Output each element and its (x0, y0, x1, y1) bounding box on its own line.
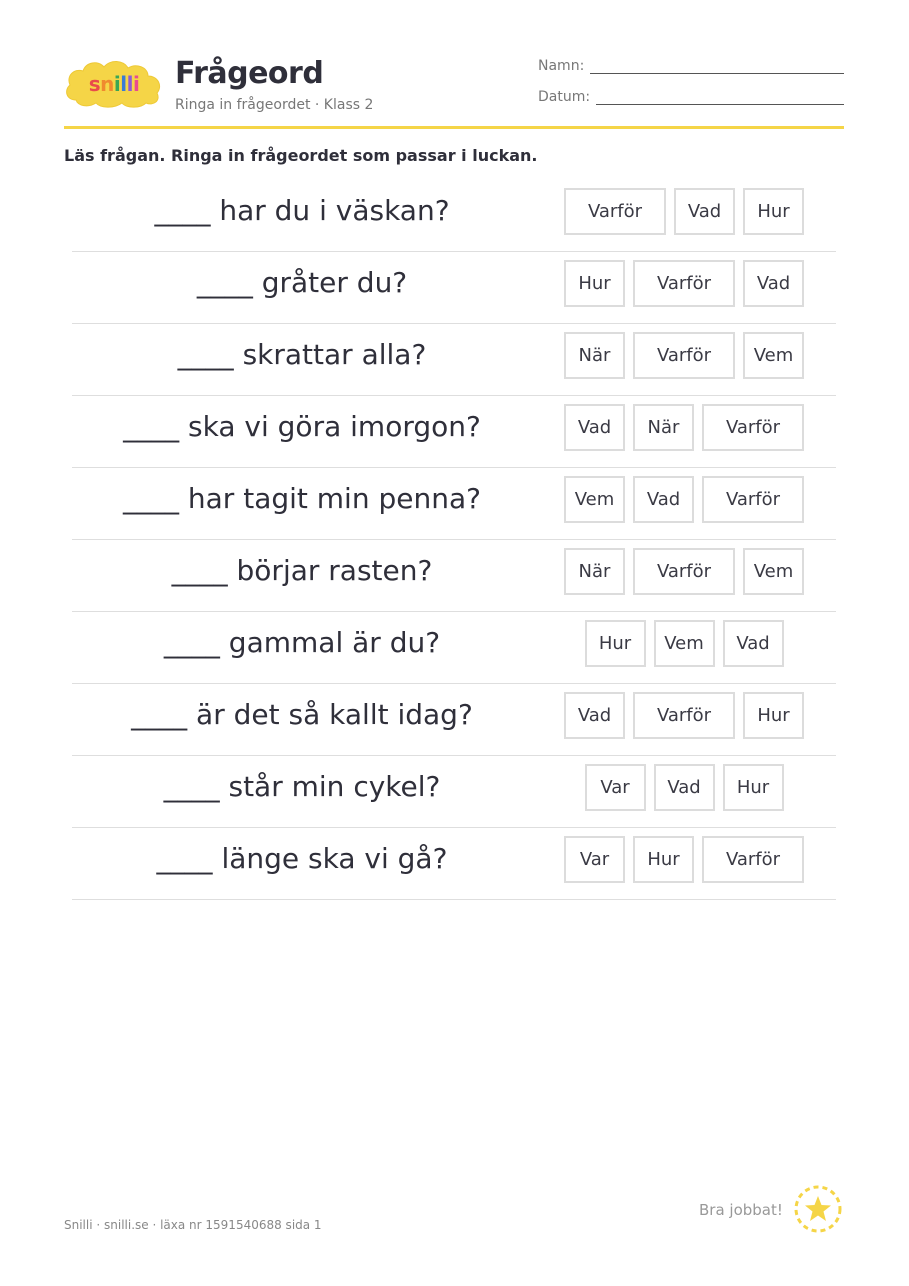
question-sentence: ____ länge ska vi gå? (156, 842, 448, 875)
answer-options (564, 188, 804, 235)
question-row (72, 612, 836, 684)
question-sentence: ____ är det så kallt idag? (131, 698, 473, 731)
answer-options (564, 260, 804, 307)
question-row (72, 828, 836, 900)
header-divider (64, 126, 844, 129)
answer-option[interactable]: Vad (564, 404, 625, 451)
date-line (596, 104, 844, 105)
answer-option[interactable]: Vem (743, 332, 804, 379)
answer-options (564, 764, 804, 811)
answer-option[interactable]: Varför (633, 548, 735, 595)
answer-option[interactable]: Vad (564, 692, 625, 739)
answer-option[interactable]: Varför (633, 332, 735, 379)
answer-option[interactable]: Hur (743, 188, 804, 235)
question-row (72, 396, 836, 468)
answer-option[interactable]: Hur (633, 836, 694, 883)
answer-option[interactable]: Varför (702, 476, 804, 523)
question-sentence: ____ skrattar alla? (177, 338, 427, 371)
page-title: Frågeord (175, 56, 324, 91)
question-sentence: ____ börjar rasten? (171, 554, 433, 587)
instruction-text: Läs frågan. Ringa in frågeordet som passar i luckan. (64, 146, 538, 165)
answer-option[interactable]: Vad (723, 620, 784, 667)
answer-option[interactable]: När (564, 548, 625, 595)
answer-option[interactable]: Hur (723, 764, 784, 811)
answer-options (564, 404, 804, 451)
star-icon (793, 1184, 843, 1234)
answer-option[interactable]: När (564, 332, 625, 379)
date-field[interactable] (538, 89, 590, 105)
answer-options (564, 692, 804, 739)
question-row (72, 324, 836, 396)
answer-option[interactable]: Var (585, 764, 646, 811)
question-list (72, 180, 836, 900)
answer-option[interactable]: Vad (743, 260, 804, 307)
answer-option[interactable]: Vad (654, 764, 715, 811)
answer-option[interactable]: När (633, 404, 694, 451)
answer-option[interactable]: Varför (633, 692, 735, 739)
answer-option[interactable]: Varför (633, 260, 735, 307)
answer-option[interactable]: Var (564, 836, 625, 883)
page-subtitle: Ringa in frågeordet · Klass 2 (175, 97, 374, 113)
question-sentence: ____ har du i väskan? (154, 194, 450, 227)
answer-option[interactable]: Vad (674, 188, 735, 235)
answer-option[interactable]: Hur (585, 620, 646, 667)
answer-options (564, 836, 804, 883)
question-sentence: ____ ska vi göra imorgon? (123, 410, 481, 443)
question-sentence: ____ står min cykel? (163, 770, 441, 803)
question-sentence: ____ har tagit min penna? (123, 482, 481, 515)
name-label: Namn: (538, 58, 585, 74)
date-label: Datum: (538, 89, 591, 105)
answer-option[interactable]: Varför (564, 188, 666, 235)
answer-options (564, 332, 804, 379)
name-line (590, 73, 844, 74)
answer-option[interactable]: Vem (564, 476, 625, 523)
question-row (72, 180, 836, 252)
answer-option[interactable]: Vad (633, 476, 694, 523)
answer-options (564, 620, 804, 667)
answer-option[interactable]: Vem (654, 620, 715, 667)
question-row (72, 540, 836, 612)
name-field[interactable] (538, 58, 584, 74)
answer-option[interactable]: Hur (564, 260, 625, 307)
question-sentence: ____ gammal är du? (163, 626, 441, 659)
snilli-logo (64, 56, 164, 110)
question-row (72, 468, 836, 540)
question-row (72, 684, 836, 756)
answer-options (564, 548, 804, 595)
answer-option[interactable]: Varför (702, 404, 804, 451)
question-row (72, 756, 836, 828)
praise-text: Bra jobbat! (699, 1201, 783, 1219)
answer-options (564, 476, 804, 523)
question-row (72, 252, 836, 324)
logo-wordmark: snilli (88, 72, 140, 96)
answer-option[interactable]: Vem (743, 548, 804, 595)
footer-info: Snilli · snilli.se · läxa nr 1591540688 sida 1 (64, 1218, 322, 1232)
answer-option[interactable]: Varför (702, 836, 804, 883)
answer-option[interactable]: Hur (743, 692, 804, 739)
question-sentence: ____ gråter du? (196, 266, 408, 299)
